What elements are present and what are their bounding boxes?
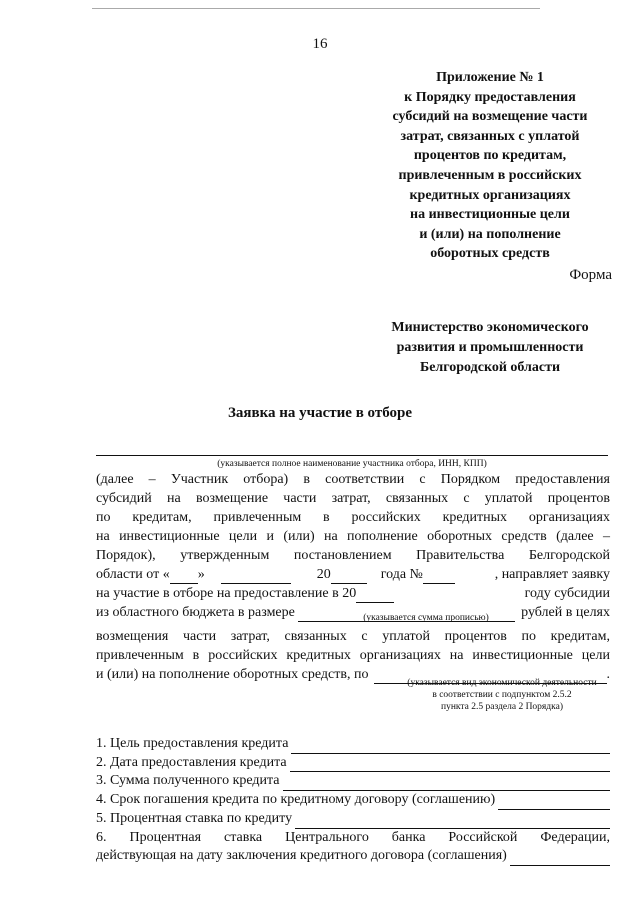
document-title: Заявка на участие в отборе [227,405,413,421]
body-text: году субсидии [524,586,610,601]
body-text: , направляет заявку [494,567,610,582]
annex-line: субсидий на возмещение части [392,109,588,125]
body-line: привлеченным в российских кредитных организациях на инвестиционные цели [96,648,610,663]
annex-line: кредитных организациях [409,187,571,203]
body-text: года № [380,567,423,582]
body-text: » [197,567,205,582]
participant-name-field[interactable] [96,455,608,456]
body-text: и (или) на пополнение оборотных средств, по [96,667,369,682]
top-rule [92,8,540,9]
body-text: 20 [316,567,331,582]
item-label: действующая на дату заключения кредитного договора (соглашения) [96,848,507,864]
body-line: по кредитам, привлеченным в российских кредитных организациях [96,510,610,525]
item-label: 1. Цель предоставления кредита [96,736,289,751]
body-line-date [96,565,610,584]
credit-interest-rate-field[interactable] [295,814,610,829]
body-line: на инвестиционные цели и (или) на пополнение оборотных средств (далее – [96,529,610,544]
ministry-line: Белгородской области [419,360,561,375]
credit-amount-field[interactable] [283,776,610,791]
body-line: субсидий на возмещение части затрат, связанных с уплатой процентов [96,491,610,506]
form-label: Форма [569,267,612,283]
activity-note-line: (указывается вид экономической деятельности [407,678,597,688]
body-line: (далее – Участник отбора) в соответствии с Порядком предоставления [96,472,610,487]
credit-date-field[interactable] [290,757,610,772]
list-item [96,735,610,754]
list-item [96,772,610,791]
application-body [96,470,610,622]
activity-note [382,677,622,713]
decree-number-field[interactable] [423,571,455,584]
date-year-field[interactable] [331,571,367,584]
participant-name-note: (указывается полное наименование участника отбора, ИНН, КПП) [217,459,487,469]
ministry-addressee [350,318,630,378]
item-label: 3. Сумма полученного кредита [96,773,280,789]
annex-line: Приложение № 1 [436,70,544,85]
body-text: области от « [96,567,170,582]
body-text: из областного бюджета в размере [96,605,295,620]
annex-line: и (или) на пополнение [419,226,561,242]
annex-line: привлеченным в российских [398,167,582,183]
date-month-field[interactable] [221,571,291,584]
item-label: 5. Процентная ставка по кредиту [96,810,293,826]
subsidy-year-field[interactable] [356,590,394,603]
list-item [96,810,610,829]
activity-note-line: в соответствии с подпунктом 2.5.2 [432,690,572,700]
body-text: на участие в отборе на предоставление в 20 [96,586,357,601]
activity-note-line: пункта 2.5 раздела 2 Порядка) [441,702,563,712]
credit-items-list [96,735,610,866]
annex-header [350,68,630,264]
ministry-line: развития и промышленности [396,340,584,355]
item-label: 2. Дата предоставления кредита [96,754,287,770]
body-text: . [606,667,610,682]
annex-line: затрат, связанных с уплатой [400,128,580,144]
item-label: 4. Срок погашения кредита по кредитному договору (соглашению) [96,792,496,808]
body-line: возмещения части затрат, связанных с уплатой процентов по кредитам, [96,629,610,644]
ministry-line: Министерство экономического [391,320,589,335]
application-body-continued [96,627,610,684]
body-line: Порядок), утвержденным постановлением Правительства Белгородской [96,548,610,563]
annex-line: к Порядку предоставления [404,89,576,105]
body-text: рублей в целях [521,605,610,620]
central-bank-rate-field[interactable] [510,851,610,866]
list-item [96,754,610,773]
page-number: 16 [312,36,328,52]
date-day-field[interactable] [170,571,198,584]
credit-repayment-term-field[interactable] [498,795,610,810]
list-item [96,847,610,866]
annex-line: на инвестиционные цели [410,207,570,223]
credit-purpose-field[interactable] [291,739,610,754]
annex-line: процентов по кредитам, [413,148,567,164]
list-item [96,791,610,810]
annex-line: оборотных средств [430,246,550,262]
body-line-year [96,584,610,603]
amount-note: (указывается сумма прописью) [363,613,489,623]
list-item: 6. Процентная ставка Центрального банка Российской Федерации, [96,829,610,845]
